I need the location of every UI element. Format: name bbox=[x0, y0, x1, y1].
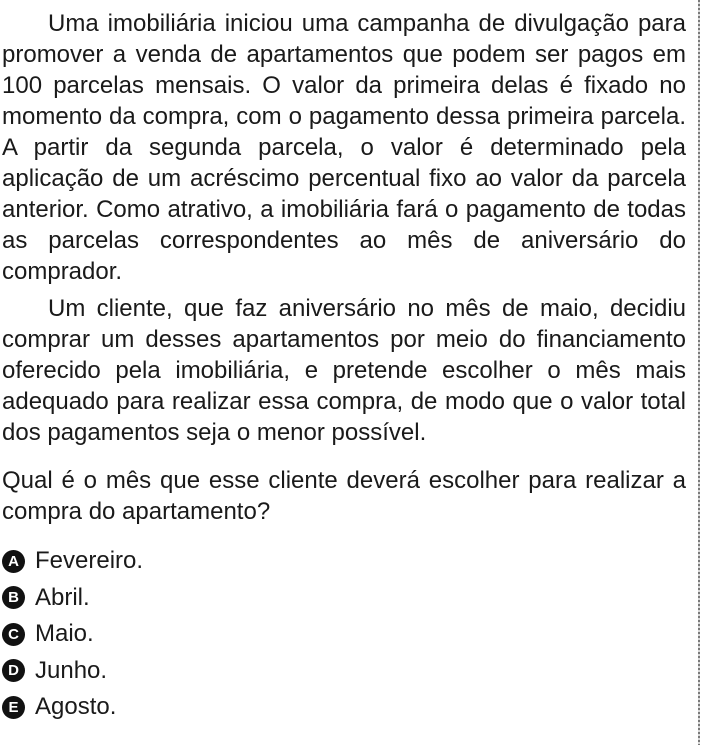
question-block bbox=[2, 8, 686, 726]
option-b[interactable] bbox=[2, 580, 686, 617]
option-d-letter-icon: D bbox=[2, 659, 25, 682]
option-e[interactable] bbox=[2, 689, 686, 726]
paragraph-client: Um cliente, que faz aniversário no mês de maio, decidiu comprar um desses apartamentos por meio do financiamento oferecido pela imobiliária, e pretende escolher o mês mais adequado para realizar essa compra, de modo que o valor total dos pagamentos seja o menor possível. bbox=[2, 295, 686, 446]
option-a[interactable] bbox=[2, 543, 686, 580]
option-d-text: Junho. bbox=[35, 656, 108, 684]
option-e-letter-icon: E bbox=[2, 696, 25, 719]
paragraph-intro: Uma imobiliária iniciou uma campanha de divulgação para promover a venda de apartamentos que podem ser pagos em 100 parcelas mensais. O valor da primeira delas é fixado no momento da compra, com o pagamento dessa primeira parcela. A partir da segunda parcela, o valor é determinado pela aplicação de um acréscimo percentual fixo ao valor da parcela anterior. Como atrativo, a imobiliária fará o pagamento de todas as parcelas correspondentes ao mês de aniversário do comprador. bbox=[2, 10, 686, 285]
option-c-text: Maio. bbox=[35, 620, 94, 648]
option-e-text: Agosto. bbox=[35, 693, 117, 721]
option-d[interactable] bbox=[2, 653, 686, 690]
answer-options bbox=[2, 543, 686, 726]
option-a-text: Fevereiro. bbox=[35, 547, 144, 575]
page-edge-divider bbox=[698, 0, 700, 745]
option-c[interactable] bbox=[2, 616, 686, 653]
option-b-text: Abril. bbox=[35, 583, 90, 611]
option-c-letter-icon: C bbox=[2, 623, 25, 646]
option-a-letter-icon: A bbox=[2, 550, 25, 573]
question-prompt: Qual é o mês que esse cliente deverá escolher para realizar a compra do apartamento? bbox=[2, 467, 686, 525]
option-b-letter-icon: B bbox=[2, 586, 25, 609]
